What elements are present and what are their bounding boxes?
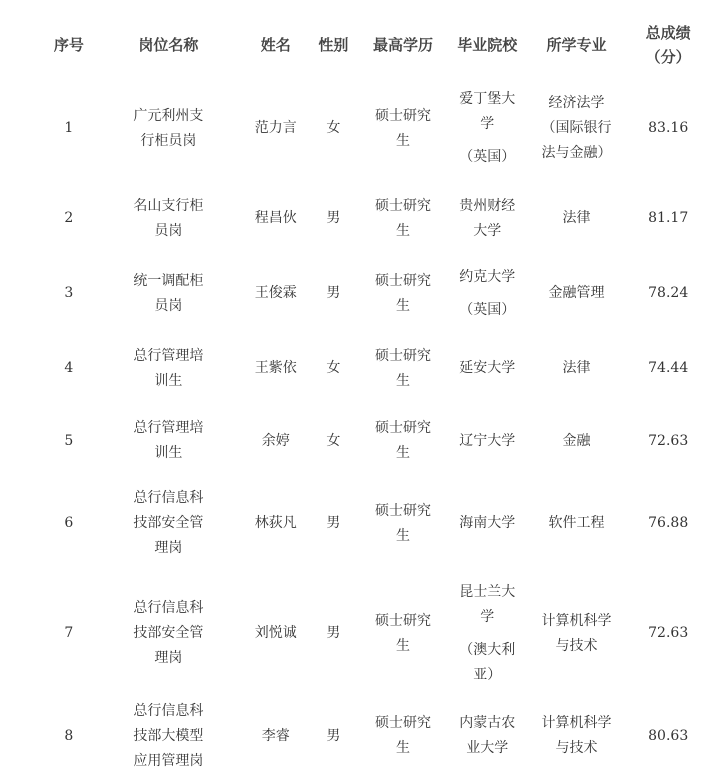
- cell-school: [444, 181, 531, 256]
- cell-education-line: 硕士研究: [375, 107, 431, 124]
- cell-score: 74.44: [648, 360, 689, 376]
- cell-education: [362, 406, 444, 476]
- cell-position-line: 员岗: [154, 297, 183, 314]
- cell-name: 王俊霖: [254, 285, 297, 301]
- cell-position-line: 总行信息科: [133, 702, 204, 719]
- cell-education-line: 生: [396, 132, 410, 149]
- cell-gender: 女: [326, 432, 341, 449]
- cell-score: 78.24: [648, 285, 689, 301]
- cell-major: [531, 256, 623, 331]
- table-row: [48, 331, 714, 406]
- cell-education-line: 生: [396, 445, 410, 461]
- cell-index: 8: [64, 727, 74, 744]
- cell-position-line: 广元利州支: [133, 107, 204, 124]
- cell-index: 2: [64, 210, 74, 226]
- cell-position-line: 总行信息科: [133, 600, 204, 616]
- cell-score: 72.63: [648, 625, 689, 641]
- line-gap: [444, 290, 531, 298]
- cell-name: 范力言: [254, 120, 297, 136]
- header-school: 毕业院校: [457, 36, 518, 54]
- cell-name: 程昌伙: [254, 210, 297, 226]
- cell-position-line: 技部安全管: [133, 515, 204, 531]
- cell-school-line: 亚）: [473, 666, 502, 683]
- cell-school: [444, 406, 531, 476]
- cell-major-line: 法律: [562, 360, 591, 376]
- cell-major-line: 与技术: [555, 637, 598, 654]
- table-row: [48, 76, 714, 181]
- cell-major: [531, 571, 623, 696]
- cell-index: 6: [64, 515, 74, 531]
- cell-position-line: 训生: [154, 372, 183, 389]
- cell-position: [90, 696, 247, 776]
- cell-major-line: 法律: [562, 210, 591, 226]
- cell-school: [444, 331, 531, 406]
- cell-major-line: 计算机科学: [541, 612, 612, 629]
- table-row: [48, 476, 714, 571]
- cell-gender: 男: [326, 210, 341, 226]
- cell-major: [531, 476, 623, 571]
- cell-education: [362, 256, 444, 331]
- cell-education: [362, 331, 444, 406]
- cell-score: 81.17: [648, 210, 689, 226]
- cell-position-line: 技部大模型: [133, 727, 204, 744]
- cell-position-line: 理岗: [154, 540, 183, 556]
- cell-major-line: 经济法学: [548, 95, 605, 111]
- header-education: 最高学历: [372, 36, 433, 54]
- cell-school-line: 约克大学: [459, 268, 516, 285]
- cell-gender: 男: [326, 727, 341, 744]
- cell-position-line: 员岗: [154, 222, 183, 239]
- header-name: 姓名: [260, 36, 291, 54]
- cell-education-line: 硕士研究: [375, 715, 431, 731]
- table-row: [48, 571, 714, 696]
- cell-index: 1: [64, 120, 74, 136]
- header-score: [622, 14, 714, 76]
- cell-major: [531, 331, 623, 406]
- cell-index: 7: [64, 625, 74, 641]
- header-position: 岗位名称: [138, 36, 199, 54]
- cell-school: [444, 571, 531, 696]
- cell-position: [90, 331, 247, 406]
- cell-score: 72.63: [648, 432, 689, 449]
- cell-school: [444, 256, 531, 331]
- cell-school-line: 学: [480, 116, 495, 132]
- cell-education-line: 硕士研究: [375, 347, 431, 364]
- cell-position-line: 理岗: [154, 650, 183, 666]
- cell-name: 林荻凡: [254, 515, 297, 531]
- cell-major-line: 金融管理: [548, 285, 605, 301]
- cell-education-line: 生: [396, 740, 410, 756]
- table-body: [48, 76, 714, 776]
- cell-major: [531, 76, 623, 181]
- cell-position: [90, 256, 247, 331]
- cell-education-line: 生: [396, 527, 410, 544]
- cell-position: [90, 571, 247, 696]
- cell-school: [444, 696, 531, 776]
- cell-school-line: （英国）: [459, 149, 516, 165]
- cell-name: 余婷: [261, 432, 290, 449]
- cell-education: [362, 181, 444, 256]
- cell-education-line: 生: [396, 297, 410, 314]
- cell-index: 4: [64, 360, 74, 376]
- cell-major-line: 软件工程: [548, 515, 605, 531]
- cell-position: [90, 181, 247, 256]
- header-score-line2: （分）: [645, 48, 691, 66]
- cell-position-line: 应用管理岗: [133, 752, 204, 769]
- table-row: [48, 256, 714, 331]
- cell-education-line: 硕士研究: [375, 612, 431, 629]
- cell-education-line: 硕士研究: [375, 420, 431, 436]
- cell-index: 5: [64, 432, 74, 449]
- cell-score: 83.16: [648, 120, 689, 136]
- cell-school-line: 业大学: [466, 740, 509, 756]
- cell-education-line: 硕士研究: [375, 502, 431, 519]
- cell-education-line: 硕士研究: [375, 197, 431, 214]
- cell-school-line: 学: [480, 608, 495, 625]
- cell-school-line: 昆士兰大: [459, 583, 516, 600]
- header-major: 所学专业: [546, 36, 607, 54]
- table-header-row: [48, 14, 714, 76]
- cell-major: [531, 406, 623, 476]
- cell-gender: 女: [326, 360, 341, 376]
- cell-education: [362, 476, 444, 571]
- cell-school-line: 爱丁堡大: [459, 91, 516, 107]
- cell-name: 王紫依: [254, 360, 297, 376]
- cell-position: [90, 76, 247, 181]
- cell-education-line: 生: [396, 372, 410, 389]
- cell-gender: 男: [326, 285, 341, 301]
- cell-school-line: （澳大利: [459, 641, 516, 658]
- cell-position-line: 总行管理培: [133, 420, 204, 436]
- cell-score: 76.88: [648, 515, 689, 531]
- line-gap: [444, 630, 531, 638]
- cell-name: 李睿: [261, 727, 290, 744]
- cell-school-line: 延安大学: [459, 360, 516, 376]
- cell-school-line: 贵州财经: [459, 197, 516, 214]
- cell-education-line: 生: [396, 637, 410, 654]
- cell-position-line: 训生: [154, 445, 183, 461]
- cell-position-line: 统一调配柜: [133, 272, 204, 289]
- cell-school-line: 辽宁大学: [459, 432, 516, 449]
- cell-major-line: 计算机科学: [541, 715, 612, 731]
- line-gap: [444, 137, 531, 145]
- cell-position-line: 技部安全管: [133, 625, 204, 641]
- cell-gender: 女: [326, 120, 341, 136]
- cell-major-line: （国际银行: [541, 120, 612, 136]
- cell-position: [90, 476, 247, 571]
- header-score-line1: 总成绩: [645, 24, 691, 42]
- cell-school-line: 内蒙古农: [459, 715, 516, 731]
- cell-major: [531, 696, 623, 776]
- table-row: [48, 181, 714, 256]
- header-index: 序号: [53, 36, 84, 54]
- cell-school-line: 海南大学: [459, 515, 516, 531]
- results-table: [48, 14, 714, 776]
- cell-school-line: 大学: [473, 222, 502, 239]
- cell-position-line: 总行信息科: [133, 490, 204, 506]
- cell-major-line: 金融: [562, 432, 591, 449]
- cell-major-line: 法与金融）: [541, 145, 612, 161]
- cell-school: [444, 476, 531, 571]
- cell-school: [444, 76, 531, 181]
- cell-education-line: 硕士研究: [375, 272, 431, 289]
- cell-gender: 男: [326, 625, 341, 641]
- cell-gender: 男: [326, 515, 341, 531]
- table-row: [48, 406, 714, 476]
- cell-position-line: 行柜员岗: [140, 132, 197, 149]
- cell-index: 3: [64, 285, 74, 301]
- table-row: [48, 696, 714, 776]
- cell-education: [362, 696, 444, 776]
- cell-major-line: 与技术: [555, 740, 598, 756]
- cell-education: [362, 571, 444, 696]
- cell-score: 80.63: [648, 727, 689, 744]
- cell-position-line: 总行管理培: [133, 347, 204, 364]
- cell-name: 刘悦诚: [254, 625, 297, 641]
- cell-major: [531, 181, 623, 256]
- cell-education-line: 生: [396, 222, 410, 239]
- cell-education: [362, 76, 444, 181]
- cell-school-line: （英国）: [459, 301, 516, 318]
- cell-position-line: 名山支行柜: [133, 197, 204, 214]
- cell-position: [90, 406, 247, 476]
- header-gender: 性别: [318, 36, 349, 54]
